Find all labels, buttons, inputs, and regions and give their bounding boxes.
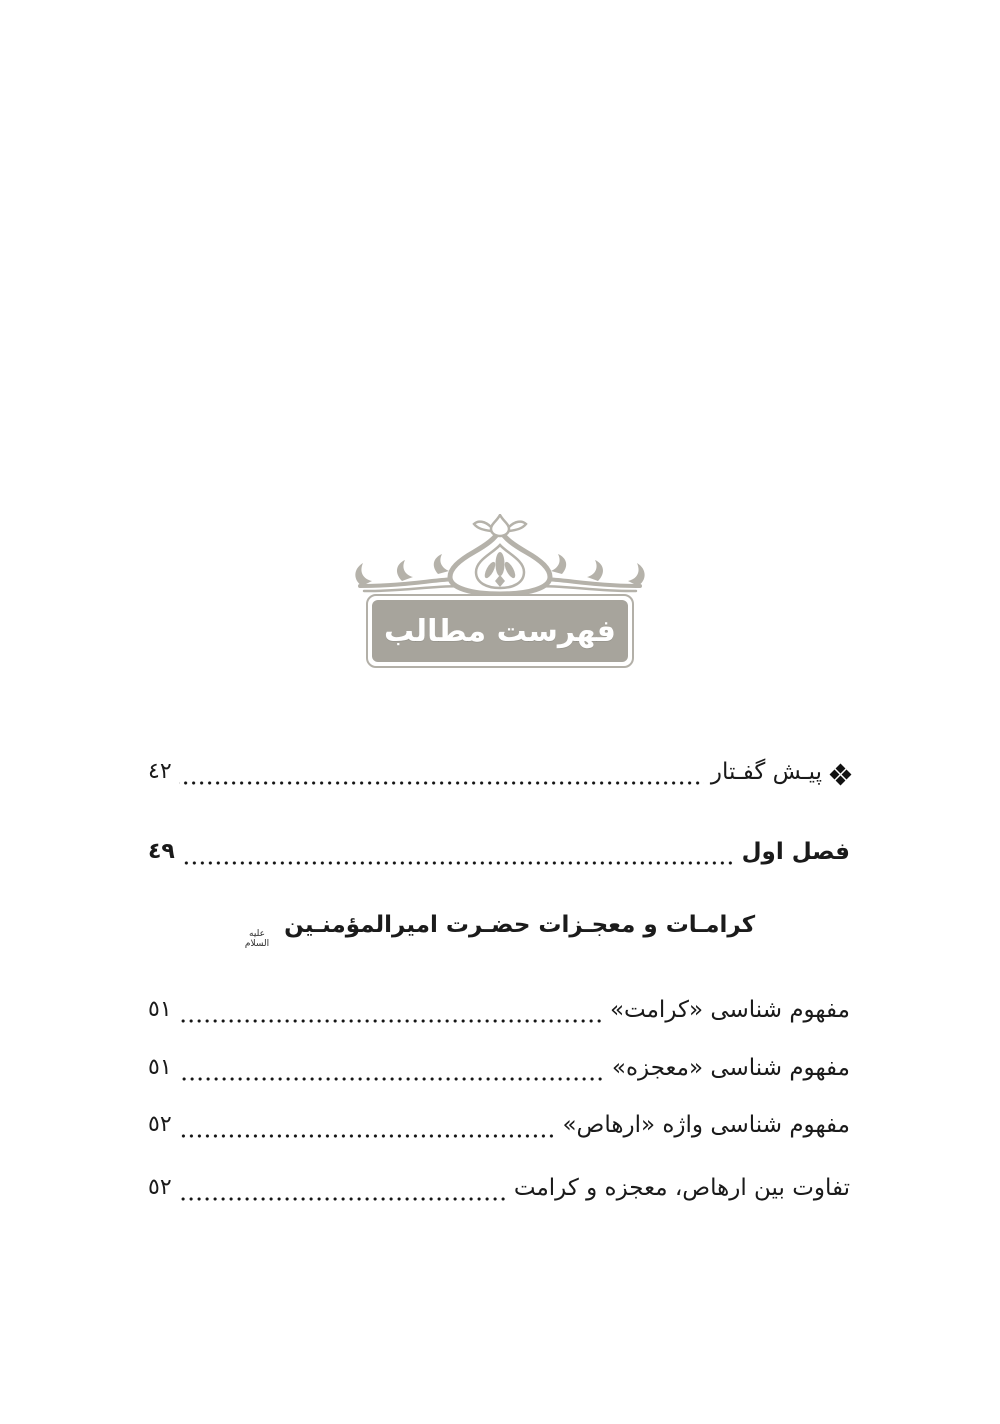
four-diamond-bullet-icon (831, 765, 850, 784)
dot-leader (179, 1134, 556, 1138)
toc-page-number: ٥٢ (148, 1112, 172, 1137)
alayhis-salam-honorific-mark: علیه السلام (244, 929, 270, 950)
toc-page-number: ٤٢ (148, 759, 172, 784)
dot-leader (179, 1197, 507, 1201)
toc-entry-label: مفهوم شناسی «معجزه» (611, 1055, 850, 1081)
toc-page-number: ٥١ (148, 997, 172, 1022)
toc-entry (148, 1168, 850, 1208)
toc-page-number: ٤٩ (148, 839, 175, 864)
toc-entry (148, 1105, 850, 1145)
page-title: فهرست مطالب (384, 613, 616, 649)
toc-page-number: ٥١ (148, 1055, 172, 1080)
dot-leader (179, 781, 704, 785)
dot-leader (179, 1019, 603, 1023)
toc-entry (148, 990, 850, 1030)
section-heading (0, 903, 1000, 950)
toc-entry-label: فصل اول (741, 839, 850, 865)
toc-entry-label: پیـش گفـتار (710, 759, 822, 785)
toc-entry-label: تفاوت بین ارهاص، معجزه و کرامت (513, 1175, 850, 1201)
toc-entry-label: مفهوم شناسی واژه «ارهاص» (562, 1112, 850, 1138)
toc-page-number: ٥٢ (148, 1175, 172, 1200)
arabesque-crown-ornament-icon (350, 514, 650, 596)
toc-title-box (366, 594, 634, 668)
toc-title-panel (372, 600, 628, 662)
section-heading-text: کرامـات و معجـزات حضـرت امیرالمؤمنـین (284, 912, 756, 938)
dot-leader (179, 1077, 605, 1081)
toc-entry (148, 752, 850, 792)
toc-entry (148, 832, 850, 872)
toc-entry-label: مفهوم شناسی «کرامت» (609, 997, 850, 1023)
dot-leader (182, 861, 735, 865)
toc-entry (148, 1048, 850, 1088)
